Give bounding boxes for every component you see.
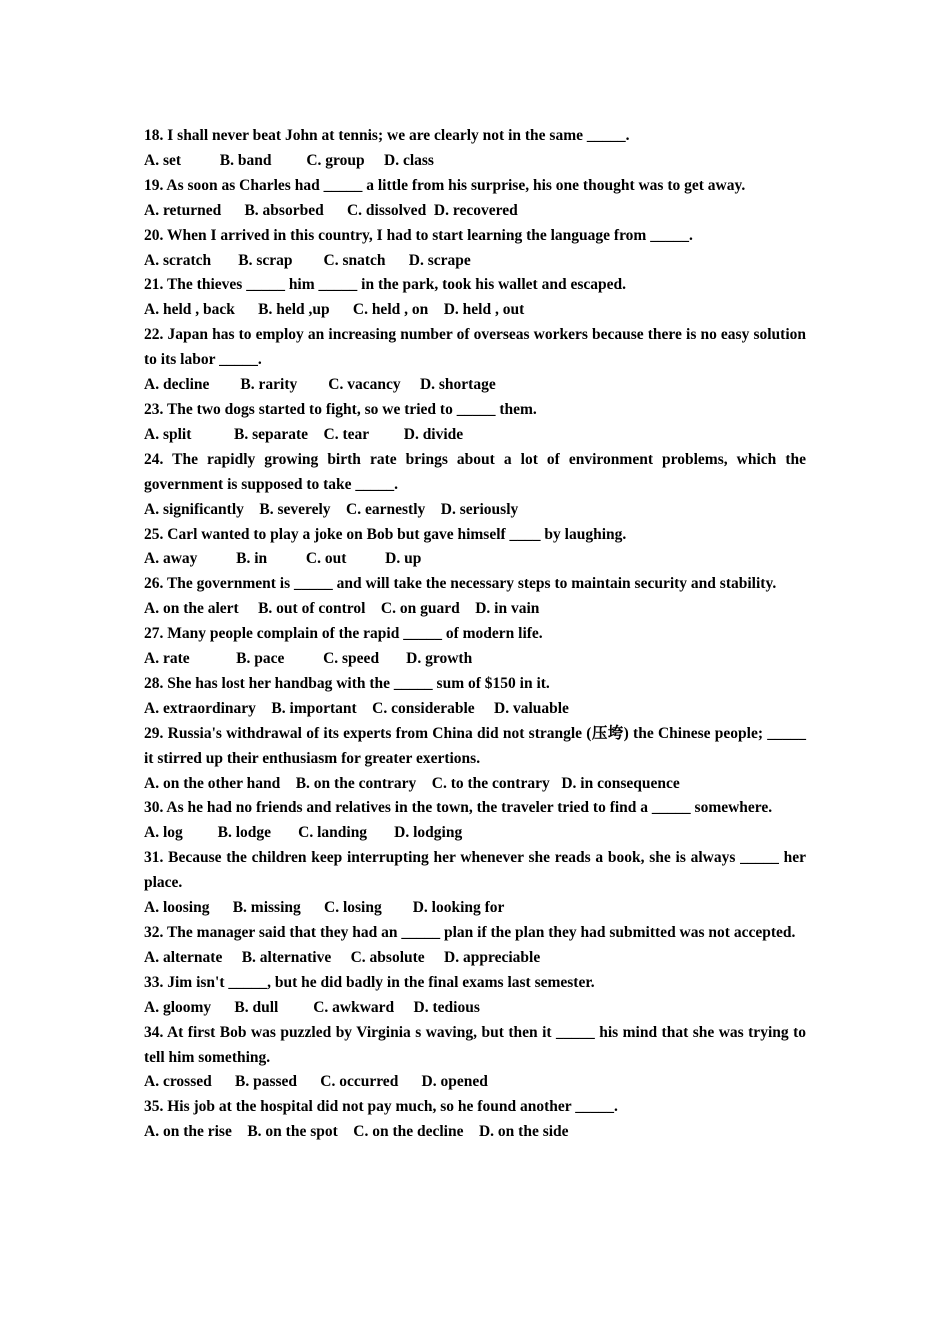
worksheet	[144, 124, 806, 1145]
options-34: A. crossed B. passed C. occurred D. opened	[144, 1073, 488, 1091]
question-26: 26. The government is _____ and will take the necessary steps to maintain security and stability.	[144, 575, 777, 593]
options-35: A. on the rise B. on the spot C. on the decline D. on the side	[144, 1123, 569, 1141]
question-22: 22. Japan has to employ an increasing number of overseas workers because there is no easy solution to its labor _____.	[144, 326, 806, 369]
question-28: 28. She has lost her handbag with the _____ sum of $150 in it.	[144, 674, 550, 692]
options-30: A. log B. lodge C. landing D. lodging	[144, 824, 463, 842]
question-20: 20. When I arrived in this country, I had to start learning the language from _____.	[144, 226, 693, 244]
question-34: 34. At first Bob was puzzled by Virginia s waving, but then it _____ his mind that she was trying to tell him something.	[144, 1023, 806, 1066]
options-24: A. significantly B. severely C. earnestly D. seriously	[144, 500, 519, 518]
options-33: A. gloomy B. dull C. awkward D. tedious	[144, 998, 480, 1016]
options-19: A. returned B. absorbed C. dissolved D. recovered	[144, 201, 518, 219]
options-28: A. extraordinary B. important C. considerable D. valuable	[144, 699, 569, 717]
options-25: A. away B. in C. out D. up	[144, 550, 422, 568]
options-32: A. alternate B. alternative C. absolute D. appreciable	[144, 948, 541, 966]
question-21: 21. The thieves _____ him _____ in the park, took his wallet and escaped.	[144, 276, 626, 294]
question-19: 19. As soon as Charles had _____ a little from his surprise, his one thought was to get away.	[144, 176, 746, 194]
options-26: A. on the alert B. out of control C. on guard D. in vain	[144, 600, 540, 618]
question-25: 25. Carl wanted to play a joke on Bob but gave himself ____ by laughing.	[144, 525, 627, 543]
options-23: A. split B. separate C. tear D. divide	[144, 425, 464, 443]
question-29: 29. Russia's withdrawal of its experts from China did not strangle (压垮) the Chinese people; _____ it stirred up their enthusiasm for greater exertions.	[144, 724, 806, 767]
question-18: 18. I shall never beat John at tennis; we are clearly not in the same _____.	[144, 127, 630, 144]
options-21: A. held , back B. held ,up C. held , on D. held , out	[144, 301, 525, 319]
options-27: A. rate B. pace C. speed D. growth	[144, 650, 473, 668]
question-35: 35. His job at the hospital did not pay much, so he found another _____.	[144, 1098, 618, 1116]
options-22: A. decline B. rarity C. vacancy D. shortage	[144, 376, 496, 394]
options-20: A. scratch B. scrap C. snatch D. scrape	[144, 251, 471, 269]
question-30: 30. As he had no friends and relatives in the town, the traveler tried to find a _____ somewhere.	[144, 799, 773, 817]
question-31: 31. Because the children keep interrupting her whenever she reads a book, she is always _____ her place.	[144, 849, 806, 892]
options-31: A. loosing B. missing C. losing D. looking for	[144, 899, 505, 917]
question-33: 33. Jim isn't _____, but he did badly in the final exams last semester.	[144, 973, 595, 991]
question-27: 27. Many people complain of the rapid _____ of modern life.	[144, 625, 543, 643]
question-32: 32. The manager said that they had an _____ plan if the plan they had submitted was not accepted.	[144, 924, 796, 941]
question-23: 23. The two dogs started to fight, so we tried to _____ them.	[144, 400, 537, 418]
question-24: 24. The rapidly growing birth rate brings about a lot of environment problems, which the government is supposed to take _____.	[144, 450, 806, 493]
options-29: A. on the other hand B. on the contrary C. to the contrary D. in consequence	[144, 774, 680, 792]
options-18: A. set B. band C. group D. class	[144, 151, 434, 169]
